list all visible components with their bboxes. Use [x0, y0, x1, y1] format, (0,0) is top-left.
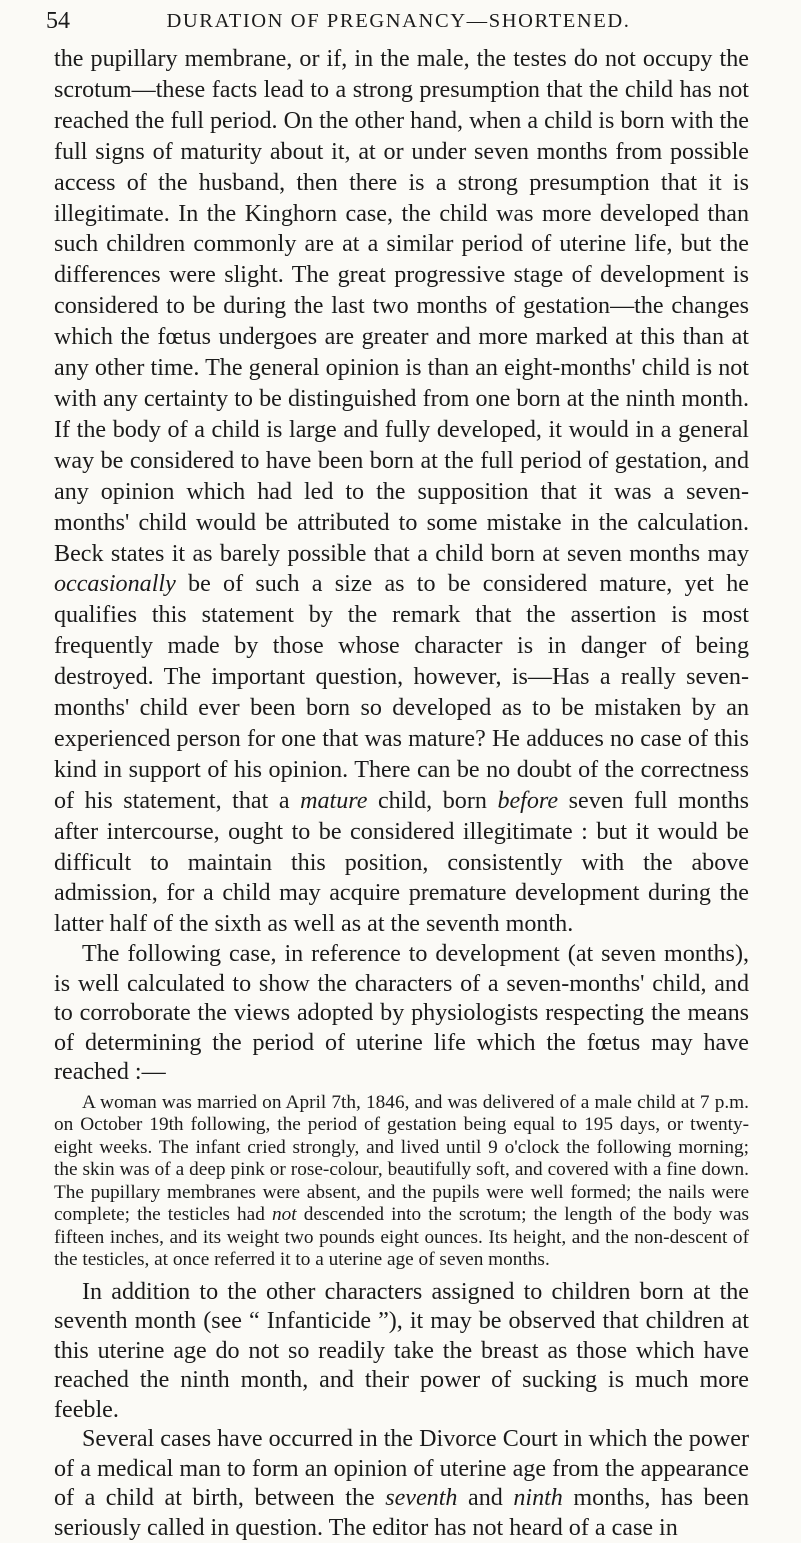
running-title: DURATION OF PREGNANCY—SHORTENED.: [166, 10, 631, 32]
paragraph-4: [54, 1425, 749, 1543]
italic-seventh: seventh: [385, 1485, 458, 1512]
paragraph-1: [54, 44, 749, 940]
italic-mature: mature: [300, 787, 368, 814]
case-quote-text: A woman was married on April 7th, 1846, and was delivered of a male child at 7 p.m. on October 19th following, the period of gestation being equal to 195 days, or twenty-eight weeks. The infant cried strongly, and lived until 9 o'clock the following morning; the skin was of a deep pink or rose-colour, beautifully soft, and covered with a fine down. The pupillary membranes were absent, and the pupils were well formed; the nails were complete; the testicles had: [54, 1091, 749, 1226]
paragraph-4-text-end: months, has been seriously called in question. The editor has not heard of a case in: [54, 1485, 750, 1541]
italic-ninth: ninth: [513, 1485, 563, 1512]
case-quote-text-end: descended into the scrotum; the length of the body was fifteen inches, and its weight two pounds eight ounces. Its height, and the non-descent of the testicles, at once referred it to a uterine age of seven months.: [54, 1204, 750, 1271]
italic-not: not: [272, 1204, 297, 1226]
paragraph-1-text-cont: be of such a size as to be considered mature, yet he qualifies this statement by the remark that the assertion is most frequently made by those whose character is in danger of being destroyed. The important question, however, is—Has a really seven-months' child ever been born so developed as to be mistaken by an experienced person for one that was mature? He adduces no case of this kind in support of his opinion. There can be no doubt of the correctness of his statement, that a: [54, 571, 749, 814]
paragraph-3: In addition to the other characters assigned to children born at the seventh month (see “ Infanticide ”), it may be observed that children at this uterine age do not so readily take the breast as those which have reached the ninth month, and their power of sucking is much more feeble.: [54, 1278, 749, 1423]
paragraph-1-text-cont2: child, born: [377, 787, 487, 814]
paragraph-1-text-end: seven full months after intercourse, ought to be considered illegitimate : but it would be difficult to maintain this position, consistently with the above admission, for a child may acquire premature development during the latter half of the sixth as well as at the seventh month.: [54, 787, 749, 938]
italic-before: before: [497, 787, 559, 814]
paragraph-4-and: and: [468, 1485, 503, 1512]
case-quote: [54, 1092, 749, 1272]
italic-occasionally: occasionally: [54, 571, 176, 598]
page-header: [46, 6, 751, 40]
page-number: 54: [46, 8, 70, 34]
paragraph-1-text: the pupillary membrane, or if, in the male, the testes do not occupy the scrotum—these facts lead to a strong presumption that the child has not reached the full period. On the other hand, when a child is born with the full signs of maturity about it, at or under seven months from possible access of the husband, then there is a strong presumption that it is illegitimate. In the Kinghorn case, the child was more developed than such children commonly are at a similar period of uterine life, but the differences were slight. The great progressive stage of development is considered to be during the last two months of gestation—the changes which the fœtus undergoes are greater and more marked at this than at any other time. The general opinion is than an eight-months' child is not with any certainty to be distinguished from one born at the ninth month. If the body of a child is large and fully developed, it would in a general way be considered to have been born at the full period of gestation, and any opinion which had led to the supposition that it was a seven-months' child would be attributed to some mistake in the calculation. Beck states it as barely possible that a child born at seven months may: [54, 46, 749, 567]
body-text: [54, 44, 749, 1543]
paragraph-2: The following case, in reference to development (at seven months), is well calculated to show the characters of a seven-months' child, and to corroborate the views adopted by physiologists respecting the means of determining the period of uterine life which the fœtus may have reached :—: [54, 941, 749, 1086]
paragraph-4-text: Several cases have occurred in the Divorce Court in which the power of a medical man to form an opinion of uterine age from the appearance of a child at birth, between the: [54, 1426, 750, 1512]
